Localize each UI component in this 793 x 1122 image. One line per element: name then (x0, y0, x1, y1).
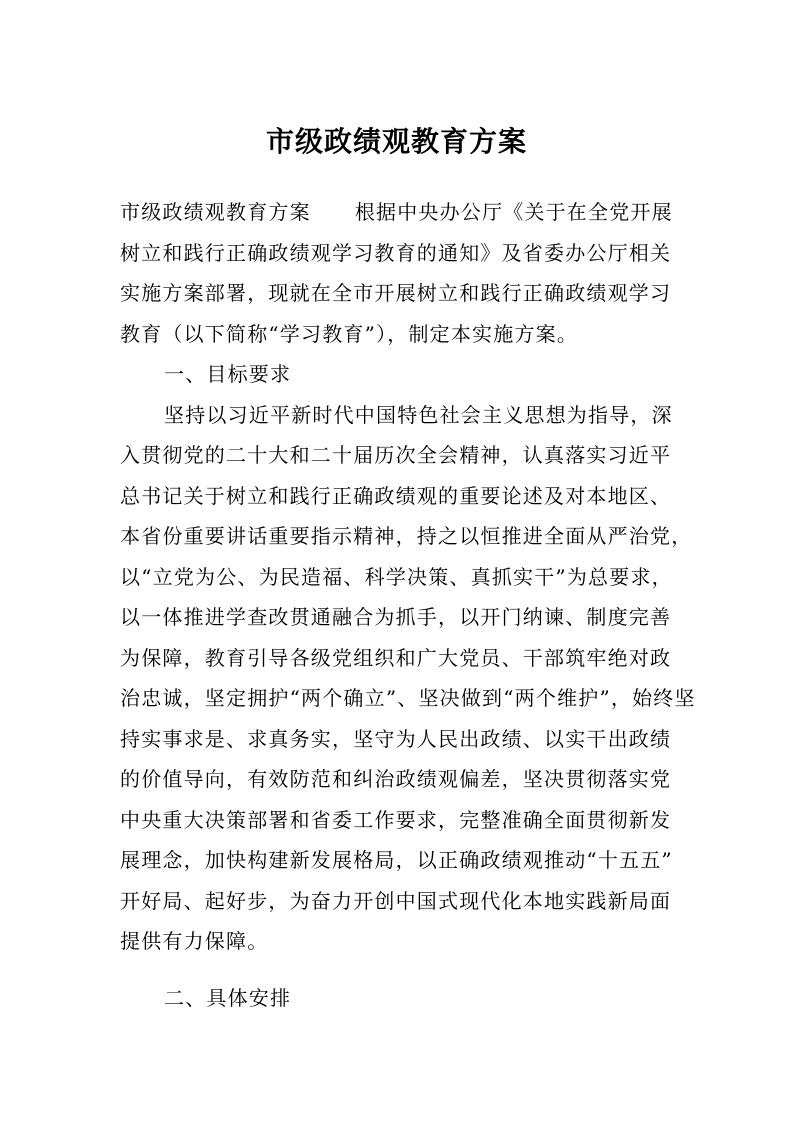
intro-label: 市级政绩观教育方案 (120, 200, 311, 224)
paragraph-line: 中央重大决策部署和省委工作要求，完整准确全面贯彻新发 (120, 807, 672, 832)
paragraph-line: 坚持以习近平新时代中国特色社会主义思想为指导，深 (164, 402, 673, 427)
paragraph-line: 开好局、起好步，为奋力开创中国式现代化本地实践新局面 (120, 888, 672, 913)
paragraph-line: 提供有力保障。 (120, 929, 269, 953)
paragraph-line: 总书记关于树立和践行正确政绩观的重要论述及对本地区、 (120, 483, 672, 508)
paragraph-line: 为保障，教育引导各级党组织和广大党员、干部筑牢绝对政 (120, 645, 672, 670)
document-title: 市级政绩观教育方案 (265, 125, 527, 158)
intro-line: 教育（以下简称“学习教育”），制定本实施方案。 (120, 321, 579, 346)
section-heading-goals: 一、目标要求 (164, 362, 292, 386)
paragraph-line: 持实事求是、求真务实，坚守为人民出政绩、以实干出政绩 (120, 726, 672, 751)
intro-line: 实施方案部署，现就在全市开展树立和践行正确政绩观学习 (120, 281, 672, 305)
paragraph-line: 以“立党为公、为民造福、科学决策、真抓实干”为总要求， (120, 564, 673, 589)
paragraph-line: 治忠诚，坚定拥护“两个确立”、坚决做到“两个维护”，始终坚 (120, 686, 696, 710)
intro-line: 树立和践行正确政绩观学习教育的通知》及省委办公厅相关 (120, 240, 672, 265)
paragraph-line: 入贯彻党的二十大和二十届历次全会精神，认真落实习近平 (120, 443, 672, 467)
paragraph-line: 的价值导向，有效防范和纠治政绩观偏差，坚决贯彻落实党 (120, 767, 672, 791)
intro-line (120, 192, 676, 233)
paragraph-line: 本省份重要讲话重要指示精神，持之以恒推进全面从严治党， (120, 524, 693, 548)
paragraph-line: 展理念，加快构建新发展格局，以正确政绩观推动“十五五” (120, 848, 673, 872)
document-body (120, 192, 696, 1018)
intro-text: 根据中央办公厅《关于在全党开展 (354, 200, 673, 224)
section-heading-arrangements: 二、具体安排 (164, 985, 292, 1010)
paragraph-line: 以一体推进学查改贯通融合为抓手，以开门纳谏、制度完善 (120, 605, 672, 629)
